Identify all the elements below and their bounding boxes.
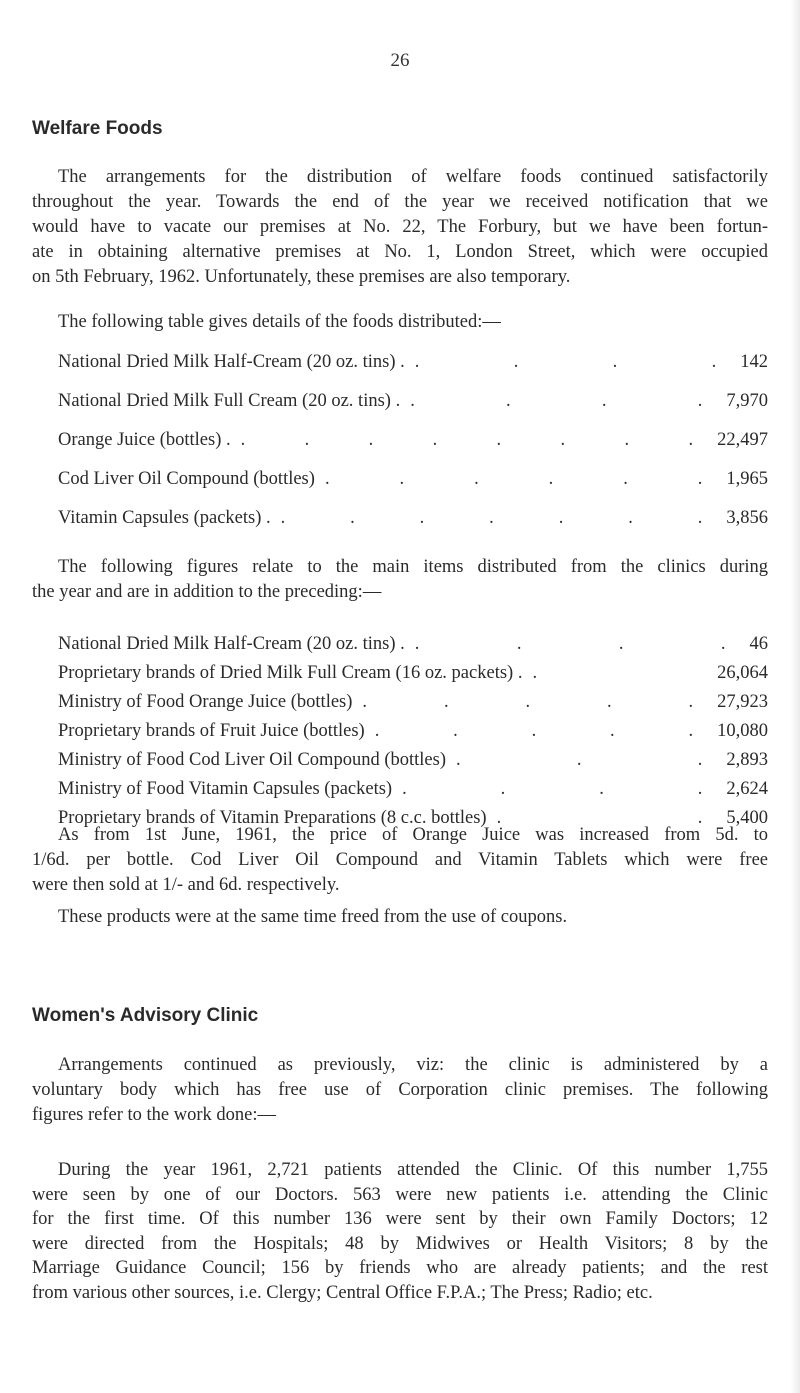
row-label: Proprietary brands of Vitamin Preparations (8 c.c. bottles) [58, 808, 487, 828]
leader-dots: . [532, 663, 538, 683]
leader-dots: . . . . [410, 391, 703, 411]
paragraph-line: figures refer to the work done:— [32, 1105, 277, 1125]
row-value: 3,856 [726, 508, 768, 528]
row-value: 27,923 [717, 692, 768, 712]
paragraph-line: Marriage Guidance Council; 156 by friends who are already patients; and the rest [32, 1258, 768, 1278]
row-value: 22,497 [717, 430, 768, 450]
leader-dots: . . . . [402, 779, 703, 799]
table-row [58, 427, 768, 453]
leader-dots: . . . . . . . . [240, 430, 694, 450]
row-value: 7,970 [726, 391, 768, 411]
row-value: 26,064 [717, 663, 768, 683]
coupons-paragraph: These products were at the same time freed from the use of coupons. [58, 907, 568, 927]
table-row [58, 388, 768, 414]
row-label: National Dried Milk Half-Cream (20 oz. tins) . [58, 352, 405, 372]
paragraph-line: throughout the year. Towards the end of the year we received notification that we [32, 192, 768, 212]
welfare-foods-heading: Welfare Foods [32, 118, 163, 139]
price-increase-paragraph [32, 823, 768, 898]
paragraph-line: As from 1st June, 1961, the price of Orange Juice was increased from 5d. to [58, 825, 768, 845]
leader-dots: . . [496, 808, 703, 828]
row-value: 1,965 [726, 469, 768, 489]
paragraph-line: During the year 1961, 2,721 patients attended the Clinic. Of this number 1,755 [58, 1160, 768, 1180]
row-value: 2,893 [726, 750, 768, 770]
row-value: 142 [740, 352, 768, 372]
leader-dots: . . . [455, 750, 703, 770]
leader-dots: . . . . [414, 352, 717, 372]
row-label: Vitamin Capsules (packets) . [58, 508, 271, 528]
table-row [58, 466, 768, 492]
row-label: Orange Juice (bottles) . [58, 430, 231, 450]
paragraph-line: voluntary body which has free use of Corporation clinic premises. The following [32, 1080, 768, 1100]
table1-intro: The following table gives details of the foods distributed:— [58, 312, 501, 332]
row-value: 5,400 [726, 808, 768, 828]
paragraph-line: would have to vacate our premises at No. 22, The Forbury, but we have been fortun- [32, 217, 768, 237]
row-label: Proprietary brands of Dried Milk Full Cream (16 oz. packets) . [58, 663, 523, 683]
table-row [58, 349, 768, 375]
paragraph-line: the year and are in addition to the preceding:— [32, 582, 382, 602]
row-label: Ministry of Food Orange Juice (bottles) [58, 692, 353, 712]
page-number: 26 [390, 50, 410, 71]
table-row [58, 689, 768, 715]
paragraph-line: were then sold at 1/- and 6d. respectively. [32, 875, 340, 895]
row-label: Cod Liver Oil Compound (bottles) [58, 469, 315, 489]
paragraph-line: The following figures relate to the main items distributed from the clinics during [58, 557, 768, 577]
row-label: National Dried Milk Half-Cream (20 oz. tins) . [58, 634, 405, 654]
table-row [58, 718, 768, 744]
leader-dots: . . . . . . . [280, 508, 703, 528]
scan-edge-shadow [790, 0, 800, 1393]
row-label: Ministry of Food Vitamin Capsules (packets) [58, 779, 393, 799]
table-row [58, 660, 768, 686]
leader-dots: . . . . . . [324, 469, 703, 489]
table-row [58, 631, 768, 657]
row-label: Proprietary brands of Fruit Juice (bottles) [58, 721, 365, 741]
paragraph-line: The arrangements for the distribution of welfare foods continued satisfactorily [58, 167, 768, 187]
row-label: National Dried Milk Full Cream (20 oz. tins) . [58, 391, 401, 411]
attendance-paragraph [32, 1158, 768, 1305]
leader-dots: . . . . [414, 634, 726, 654]
paragraph-line: 1/6d. per bottle. Cod Liver Oil Compound and Vitamin Tablets which were free [32, 850, 768, 870]
leader-dots: . . . . . [362, 692, 694, 712]
table2-intro [32, 555, 768, 605]
row-value: 10,080 [717, 721, 768, 741]
paragraph-line: were seen by one of our Doctors. 563 were new patients i.e. attending the Clinic [32, 1184, 768, 1205]
paragraph-line: were directed from the Hospitals; 48 by Midwives or Health Visitors; 8 by the [32, 1233, 768, 1254]
row-value: 2,624 [726, 779, 768, 799]
paragraph-line: on 5th February, 1962. Unfortunately, these premises are also temporary. [32, 267, 571, 287]
table-row [58, 776, 768, 802]
paragraph-line: from various other sources, i.e. Clergy; Central Office F.P.A.; The Press; Radio; etc. [32, 1282, 653, 1303]
table-row [58, 747, 768, 773]
leader-dots: . . . . . [374, 721, 694, 741]
table-row [58, 505, 768, 531]
row-label: Ministry of Food Cod Liver Oil Compound (bottles) [58, 750, 446, 770]
womens-advisory-clinic-heading: Women's Advisory Clinic [32, 1005, 259, 1026]
paragraph-line: Arrangements continued as previously, viz: the clinic is administered by a [58, 1055, 768, 1075]
paragraph-line: ate in obtaining alternative premises at No. 1, London Street, which were occupied [32, 242, 768, 262]
paragraph-line: for the first time. Of this number 136 were sent by their own Family Doctors; 12 [32, 1209, 768, 1229]
arrangements-paragraph [32, 1053, 768, 1128]
row-value: 46 [749, 634, 768, 654]
